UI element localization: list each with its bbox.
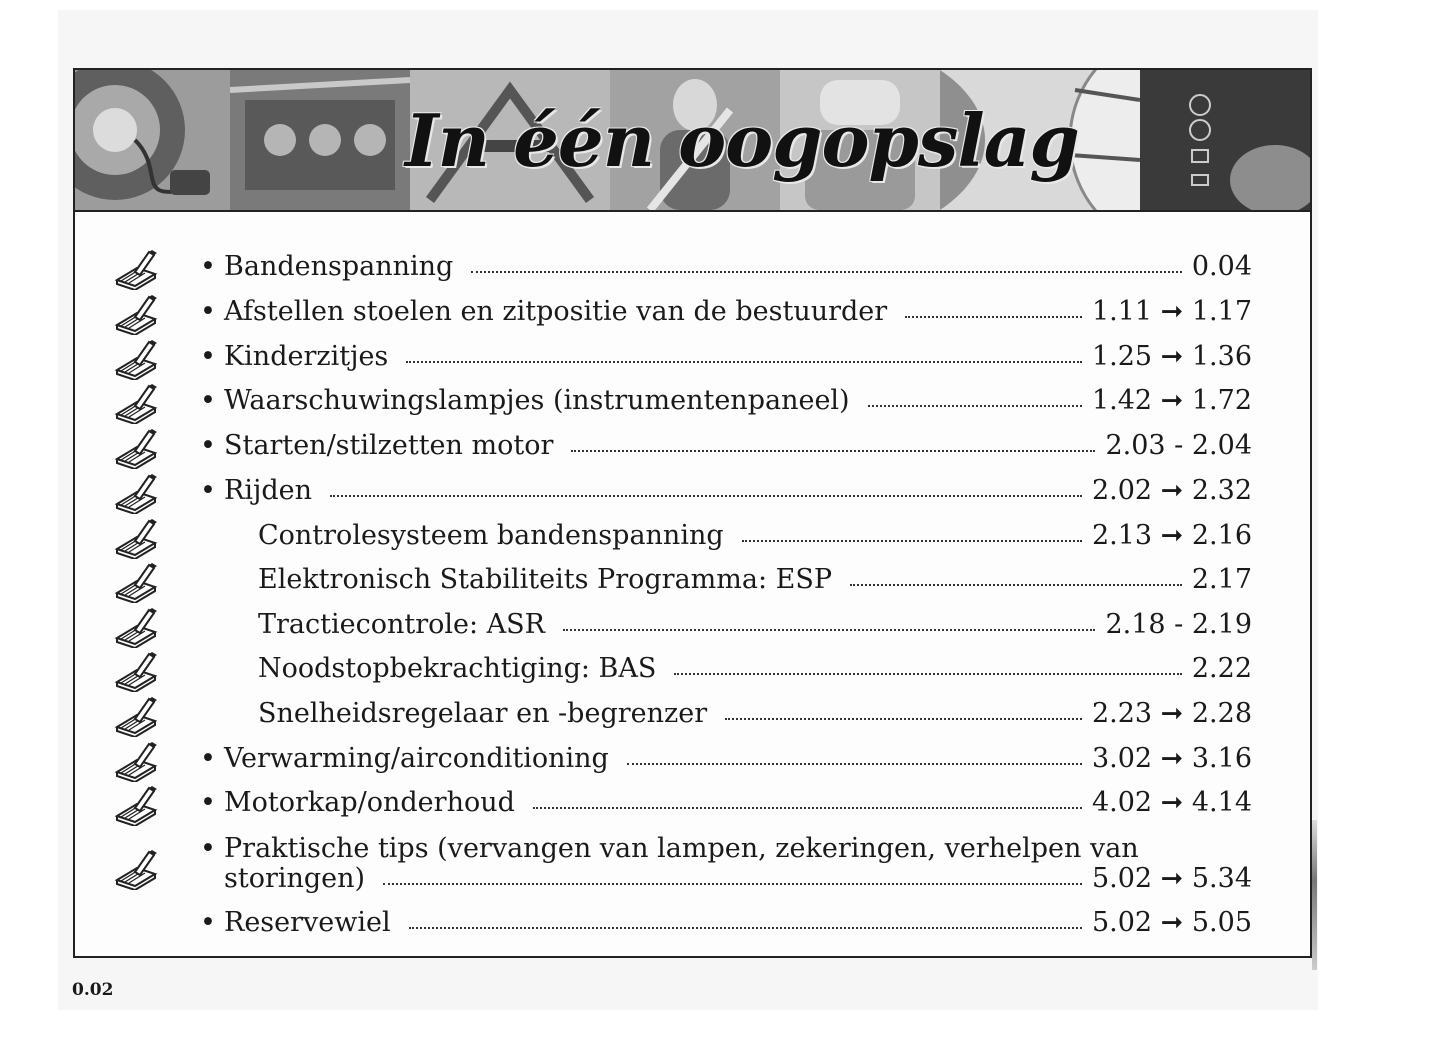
toc-item-pages: 2.23 ➞ 2.28: [1091, 698, 1252, 729]
dot-leader: [725, 716, 1082, 720]
toc-item-label: Starten/stilzetten motor: [224, 430, 554, 461]
toc-item-label: Waarschuwingslampjes (instrumentenpaneel): [224, 385, 850, 416]
toc-item-label: Elektronisch Stabiliteits Programma: ESP: [258, 564, 833, 595]
toc-item-pages: 0.04: [1191, 251, 1252, 282]
book-pencil-icon: [113, 652, 159, 692]
dot-leader: [406, 359, 1082, 363]
toc-item: [200, 295, 1252, 329]
dot-leader: [868, 403, 1082, 407]
toc-item-label: Noodstopbekrachtiging: BAS: [258, 653, 657, 684]
toc-item-label: Kinderzitjes: [224, 341, 389, 372]
toc-item: [200, 474, 1252, 508]
bullet: •: [200, 430, 216, 461]
book-pencil-icon: [113, 250, 159, 290]
toc-item: [200, 429, 1252, 463]
dot-leader: [571, 448, 1095, 452]
dot-leader: [471, 269, 1182, 273]
book-pencil-icon: [113, 697, 159, 737]
toc-item-pages: 2.18 - 2.19: [1105, 609, 1252, 640]
toc-item-label: Bandenspanning: [224, 251, 454, 282]
toc-item-pages: 2.22: [1191, 653, 1252, 684]
content-frame: [73, 68, 1312, 958]
toc-item: [200, 832, 1139, 866]
header-banner: [75, 70, 1310, 212]
toc-item-pages: 2.17: [1191, 564, 1252, 595]
toc-item-label: Motorkap/onderhoud: [224, 787, 515, 818]
toc-item: [200, 906, 1252, 940]
toc-item: [200, 340, 1252, 374]
bullet: •: [200, 833, 216, 864]
book-pencil-icon: [113, 608, 159, 648]
bullet: •: [200, 251, 216, 282]
engine-photo: [230, 70, 410, 210]
toc-item-label: Tractiecontrole: ASR: [258, 609, 545, 640]
bullet: •: [200, 475, 216, 506]
bullet: •: [200, 787, 216, 818]
toc-subitem: [258, 563, 1252, 597]
dot-leader: [905, 314, 1082, 318]
bullet: •: [200, 341, 216, 372]
toc-item-pages: 1.25 ➞ 1.36: [1091, 341, 1252, 372]
toc-item: [200, 742, 1252, 776]
dot-leader: [383, 881, 1082, 885]
toc-item-label: Praktische tips (vervangen van lampen, zekeringen, verhelpen van: [224, 833, 1139, 864]
dot-leader: [674, 671, 1181, 675]
book-pencil-icon: [113, 429, 159, 469]
toc-item: [200, 384, 1252, 418]
toc-item-pages: 2.13 ➞ 2.16: [1091, 520, 1252, 551]
dot-leader: [409, 925, 1082, 929]
book-pencil-icon: [113, 742, 159, 782]
toc-subitem: [258, 697, 1252, 731]
toc-item: [200, 786, 1252, 820]
toc-item-label: Controlesysteem bandenspanning: [258, 520, 724, 551]
dot-leader: [563, 627, 1095, 631]
toc-item-continuation: [224, 862, 1252, 896]
toc-item-pages: 1.11 ➞ 1.17: [1091, 296, 1252, 327]
toc-item-pages: 2.03 - 2.04: [1105, 430, 1252, 461]
toc-subitem: [258, 652, 1252, 686]
book-pencil-icon: [113, 474, 159, 514]
page-number: 0.02: [72, 980, 114, 1000]
dot-leader: [330, 493, 1082, 497]
book-pencil-icon: [113, 850, 159, 890]
toc-item: [200, 250, 1252, 284]
toc-item-pages: 5.02 ➞ 5.34: [1091, 863, 1252, 894]
toc-subitem: [258, 519, 1252, 553]
bullet: •: [200, 296, 216, 327]
book-pencil-icon: [113, 295, 159, 335]
toc-item-label-continued: storingen): [224, 863, 366, 894]
binding-edge: [1312, 820, 1317, 970]
toc-item-label: Rijden: [224, 475, 312, 506]
page-title: In één oogopslag: [405, 98, 1079, 183]
tyre-pressure-photo: [75, 70, 230, 210]
bullet: •: [200, 385, 216, 416]
dot-leader: [742, 538, 1082, 542]
book-pencil-icon: [113, 384, 159, 424]
toc-item-pages: 3.02 ➞ 3.16: [1091, 743, 1252, 774]
toc-item-label: Reservewiel: [224, 907, 391, 938]
toc-item-pages: 4.02 ➞ 4.14: [1091, 787, 1252, 818]
bullet: •: [200, 743, 216, 774]
toc-subitem: [258, 608, 1252, 642]
toc-item-pages: 1.42 ➞ 1.72: [1091, 385, 1252, 416]
book-pencil-icon: [113, 340, 159, 380]
bullet: •: [200, 907, 216, 938]
toc-item-pages: 2.02 ➞ 2.32: [1091, 475, 1252, 506]
book-pencil-icon: [113, 563, 159, 603]
toc-item-label: Snelheidsregelaar en -begrenzer: [258, 698, 708, 729]
dot-leader: [850, 582, 1182, 586]
dot-leader: [533, 805, 1082, 809]
warning-lights-photo: [1140, 70, 1310, 210]
toc-item-label: Afstellen stoelen en zitpositie van de bestuurder: [224, 296, 888, 327]
dot-leader: [627, 761, 1082, 765]
toc-item-pages: 5.02 ➞ 5.05: [1091, 907, 1252, 938]
book-pencil-icon: [113, 786, 159, 826]
book-pencil-icon: [113, 519, 159, 559]
toc-item-label: Verwarming/airconditioning: [224, 743, 609, 774]
